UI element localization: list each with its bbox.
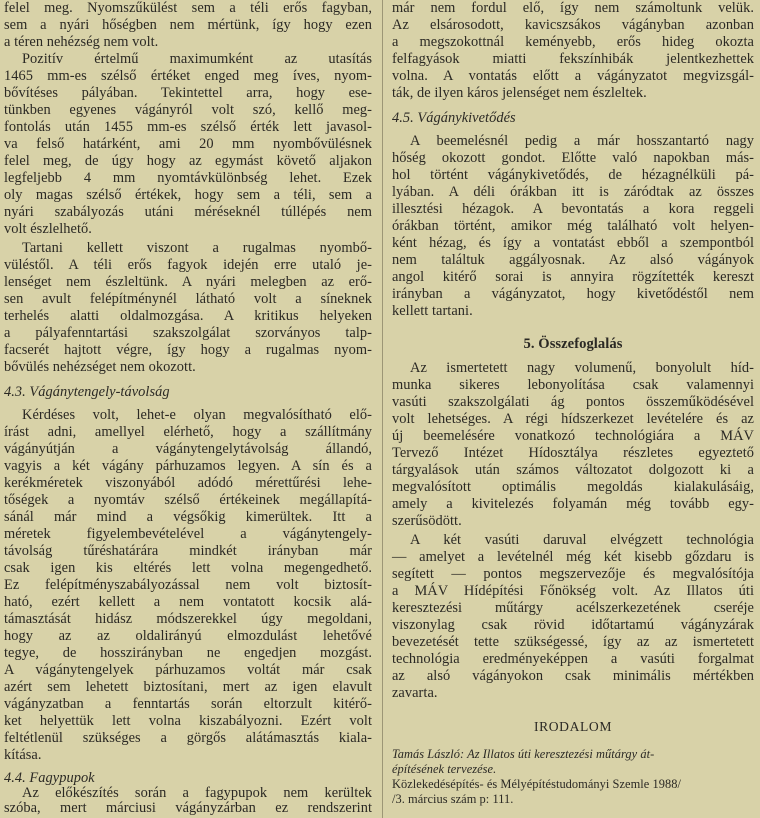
text-line: bővülés nehézséget nem okozott. xyxy=(4,359,196,375)
text-line: tegye, de hosszirányban ne engedjen mozgást. xyxy=(4,645,372,661)
text-line: A két vasúti daruval elvégzett technológia xyxy=(410,532,754,548)
text-line: új beemelésére vonatkozó technológiára a MÁV xyxy=(392,428,754,444)
text-line: méretek figyelembevételével a vágánytengely- xyxy=(4,526,372,542)
text-line: Az ismertetett nagy volumenű, bonyolult híd- xyxy=(410,360,754,376)
text-line: vüléstől. A téli erős fagyok idején erre utaló je- xyxy=(4,257,372,273)
text-line: amely a kivitelezés folyamán még tovább egy- xyxy=(392,496,754,512)
text-line: illesztési hézagok. A bevontatás a kora reggeli xyxy=(392,201,754,217)
text-line: vagyis a két vágány párhuzamos legyen. A sín és a xyxy=(4,458,372,474)
text-line: munka sikeres lebonyolítása csak valamennyi xyxy=(392,377,754,393)
text-line: volna. A vontatás előtt a vágányzatot megvizsgál- xyxy=(392,68,754,84)
text-line: már nem fordul elő, így nem számoltunk velük. xyxy=(392,0,754,16)
text-line: a MÁV Hídépítési Főnökség volt. Az Illatos úti xyxy=(392,583,754,599)
text-line: segített — pontos megszervezője és megvalósítója xyxy=(392,566,754,582)
text-line: hőség okozott gondot. Előtte való napokban más- xyxy=(392,150,754,166)
text-line: a pályafenntartási szakszolgálat szorványos talp- xyxy=(4,325,372,341)
text-line: felel meg, de úgy hogy az egymást követő aljakon xyxy=(4,153,372,169)
text-line: A beemelésnél pedig a már hosszantartó nagy xyxy=(410,133,754,149)
reference-line xyxy=(392,747,654,762)
text-line: a téren nehézség nem volt. xyxy=(4,34,159,50)
text-line: távolság tűréshatárára mindkét irányban már xyxy=(4,543,372,559)
text-line: Pozitív értelmű maximumként az utasítás xyxy=(22,51,372,67)
text-line: vasúti szakszolgálati ág pontos összeműködésével xyxy=(392,394,754,410)
text-line: írást adni, amellyel elérhető, hogy a szállítmány xyxy=(4,424,372,440)
text-line: Tartani kellett viszont a rugalmas nyombő- xyxy=(22,240,372,256)
text-line: nyári szabályozás utáni méréseknél túllépés nem xyxy=(4,204,372,220)
text-line: va felső határként, ami 20 mm nyombővülésnek xyxy=(4,136,372,152)
text-line: bővítéses pályában. Tekintettel arra, hogy ese- xyxy=(4,85,372,101)
text-line: volt észlelhető. xyxy=(4,221,92,237)
references-heading: IRODALOM xyxy=(533,719,613,734)
text-line: A vágánytengelyek párhuzamos voltát már csak xyxy=(4,662,372,678)
text-line: megvalósított optimális megoldás kialakulásáig, xyxy=(392,479,754,495)
text-line: vágányzatban a fenntartás során eltorzult kitérő- xyxy=(4,696,372,712)
text-line: sen avult felépítménynél látható volt a síneknek xyxy=(4,291,372,307)
text-line: irányban a vágányzatot, hogy kivetődéstől nem xyxy=(392,286,754,302)
text-line: szóba, mert márciusi vágányzárban ez rendszerint xyxy=(4,800,372,816)
text-line: Az elsárosodott, kavicszsákos vágányban azonban xyxy=(392,17,754,33)
text-line: feltétlenül szükséges a görgős alátámasztás kiala- xyxy=(4,730,372,746)
text-line: tünkben egyenes vágányról volt szó, kellő meg- xyxy=(4,102,372,118)
text-line: volt lehetséges. A régi hídszerkezet levételére és az xyxy=(392,411,754,427)
text-line: sem a nyári hőségben nem mértünk, így hogy ezen xyxy=(4,17,372,33)
text-line: sánál már mind a végsőkig kimerültek. Itt a xyxy=(4,509,372,525)
text-line: zavarta. xyxy=(392,685,438,701)
section-heading-4-5: 4.5. Vágánykivetődés xyxy=(392,110,516,126)
text-line: felfagyások miatti fekszínhibák jelentkezhettek xyxy=(392,51,754,67)
reference-issue: /3. március szám p: 111. xyxy=(392,792,514,806)
text-line: — amelyet a levételnél még két kisebb gőzdaru is xyxy=(392,549,754,565)
text-line: csak igen kis eltérés lett volna megengedhető. xyxy=(4,560,372,576)
section-heading-4-4: 4.4. Fagypupok xyxy=(4,770,95,786)
text-line: lenséget nem észleltünk. A nyári melegben az erő- xyxy=(4,274,372,290)
text-line: 1465 mm-es szélső értéket enged meg íves, nyom- xyxy=(4,68,372,84)
text-line: lyában. A déli órákban itt is záródtak az összes xyxy=(392,184,754,200)
text-line: órákban történt, amikor még található volt helyen- xyxy=(392,218,754,234)
text-line: azért sem lehetett biztosítani, mert az igen elavult xyxy=(4,679,372,695)
text-line: keresztezési műtárgy acélszerkezetének cseréje xyxy=(392,600,754,616)
reference-author: Tamás László: xyxy=(392,747,465,761)
text-line: technológia eredményeképpen a vasúti forgalmat xyxy=(392,651,754,667)
text-line: ként hézag, és így a vontatást ebből a szempontból xyxy=(392,235,754,251)
text-line: bevezetését tette szükségessé, így az az ismertetett xyxy=(392,634,754,650)
text-line: Kérdéses volt, lehet-e olyan megvalósítható elő- xyxy=(22,407,372,423)
text-line: nem találtuk aggályosnak. Az alsó vágányok xyxy=(392,252,754,268)
section-heading-5: 5. Összefoglalás xyxy=(523,336,623,352)
text-line: tárgyalások után számos változatot dolgozott ki a xyxy=(392,462,754,478)
column-divider xyxy=(382,0,383,818)
text-line: viszonylag csak rövid időtartamú vágányzárak xyxy=(392,617,754,633)
text-line: Ez felépítményszabályozással nem volt biztosít- xyxy=(4,577,372,593)
text-line: ket helyettük lett volna kiszabályozni. Ezért volt xyxy=(4,713,372,729)
text-line: facserét hajtott végre, így hogy a rugalmas nyom- xyxy=(4,342,372,358)
text-line: legfeljebb 4 mm nyomtávkülönbség lehet. Ezek xyxy=(4,170,372,186)
text-line: oly magas szélső értékek, hogy sem a téli, sem a xyxy=(4,187,372,203)
text-line: kítása. xyxy=(4,747,42,763)
text-line: tőségek a nyomtáv szélső értékeinek megállapítá- xyxy=(4,492,372,508)
text-line: Az előkészítés során a fagypupok nem kerültek xyxy=(22,785,372,801)
text-line: terhelés alatti oldalmozgása. A kritikus helyeken xyxy=(4,308,372,324)
text-line: kellett tartani. xyxy=(392,303,473,319)
reference-journal: Közlekedésépítés- és Mélyépítéstudományi Szemle 1988/ xyxy=(392,777,681,791)
text-line: az alsó vágányokon csak minimális mértékben xyxy=(392,668,754,684)
reference-line: építésének tervezése. xyxy=(392,762,497,776)
reference-title: Az Illatos úti keresztezési műtárgy át- xyxy=(464,747,655,761)
text-line: a megszokottnál keményebb, erős hideg okozta xyxy=(392,34,754,50)
text-line: hogy az az oldalirányú elmozdulást lehetővé xyxy=(4,628,372,644)
text-line: vágányútján a vágánytengelytávolság állandó, xyxy=(4,441,372,457)
text-line: angol kitérő sorai is annyira rögzítették kereszt xyxy=(392,269,754,285)
section-heading-4-3: 4.3. Vágánytengely-távolság xyxy=(4,384,170,400)
text-line: szerűsödött. xyxy=(392,513,462,529)
text-line: ható, ezért kellett a nem vontatott kocsik alá- xyxy=(4,594,372,610)
text-line: hol történt vágánykivetődés, de hézagnélküli pá- xyxy=(392,167,754,183)
text-line: támasztását hidász módszerekkel úgy megoldani, xyxy=(4,611,372,627)
text-line: ták, de ilyen káros jelenséget nem észleltek. xyxy=(392,85,647,101)
text-line: fontolás után 1455 mm-es szélső érték lett javasol- xyxy=(4,119,372,135)
text-line: kerékméretek viszonyából adódó mérettűrési lehe- xyxy=(4,475,372,491)
text-line: felel meg. Nyomszűkülést sem a téli erős fagyban, xyxy=(4,0,372,16)
text-line: Tervező Intézet Hídosztálya részletes egyeztető xyxy=(392,445,754,461)
